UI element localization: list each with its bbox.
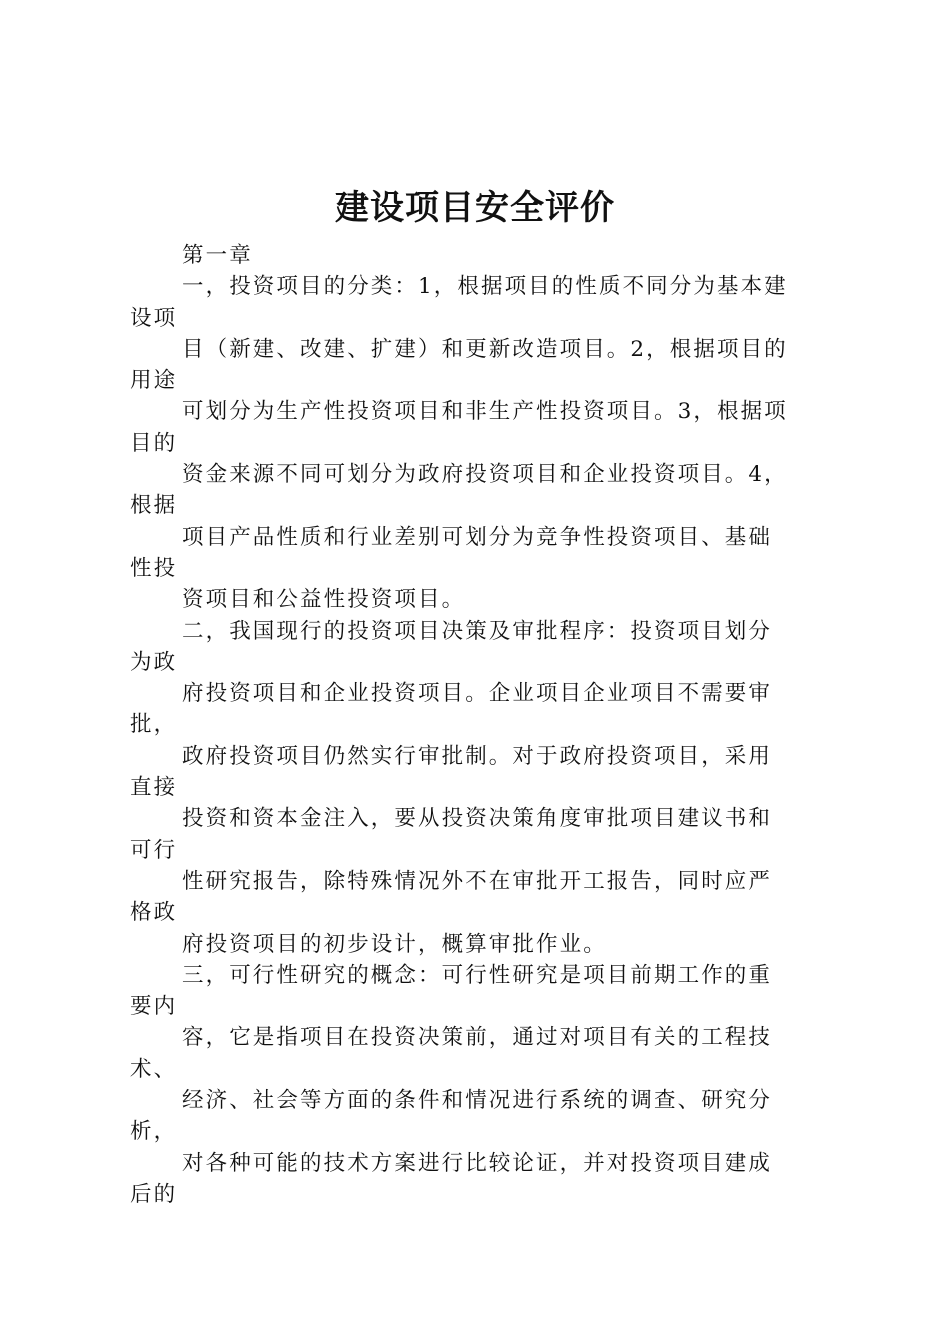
- text-line: 资项目和公益性投资项目。: [182, 587, 466, 613]
- text-line: 用途: [130, 368, 178, 394]
- text-line: 性研究报告，除特殊情况外不在审批开工报告，同时应严: [182, 868, 773, 894]
- text-line: 设项: [130, 305, 178, 331]
- text-line: 根据: [130, 493, 178, 519]
- text-line: 资金来源不同可划分为政府投资项目和企业投资项目。4，: [182, 462, 788, 488]
- text-line: 目（新建、改建、扩建）和更新改造项目。2，根据项目的: [182, 336, 788, 362]
- text-line: 为政: [130, 649, 178, 675]
- text-line: 一，投资项目的分类：1，根据项目的性质不同分为基本建: [182, 274, 788, 300]
- text-line: 对各种可能的技术方案进行比较论证，并对投资项目建成: [182, 1150, 773, 1176]
- text-line: 可行: [130, 837, 178, 863]
- text-line: 第一章: [182, 243, 253, 268]
- text-line: 府投资项目的初步设计，概算审批作业。: [182, 931, 607, 957]
- text-line: 政府投资项目仍然实行审批制。对于政府投资项目，采用: [182, 743, 773, 769]
- text-line: 直接: [130, 775, 178, 801]
- text-line: 要内: [130, 994, 178, 1020]
- text-line: 后的: [130, 1181, 178, 1207]
- text-line: 可划分为生产性投资项目和非生产性投资项目。3，根据项: [182, 399, 788, 425]
- text-line: 性投: [130, 555, 178, 581]
- text-line: 格政: [130, 900, 178, 926]
- text-line: 批，: [130, 712, 178, 738]
- text-line: 二，我国现行的投资项目决策及审批程序：投资项目划分: [182, 618, 773, 644]
- document-body: [130, 240, 830, 1210]
- text-line: 目的: [130, 430, 178, 456]
- text-line: 投资和资本金注入，要从投资决策角度审批项目建议书和: [182, 806, 773, 832]
- text-line: 经济、社会等方面的条件和情况进行系统的调查、研究分: [182, 1088, 773, 1114]
- document-title: 建设项目安全评价: [335, 188, 615, 228]
- text-line: 容，它是指项目在投资决策前，通过对项目有关的工程技: [182, 1025, 773, 1051]
- text-line: 析，: [130, 1119, 178, 1145]
- text-line: 项目产品性质和行业差别可划分为竞争性投资项目、基础: [182, 524, 773, 550]
- text-line: 术、: [130, 1056, 178, 1082]
- text-line: 三，可行性研究的概念：可行性研究是项目前期工作的重: [182, 962, 773, 988]
- text-line: 府投资项目和企业投资项目。企业项目企业项目不需要审: [182, 681, 773, 707]
